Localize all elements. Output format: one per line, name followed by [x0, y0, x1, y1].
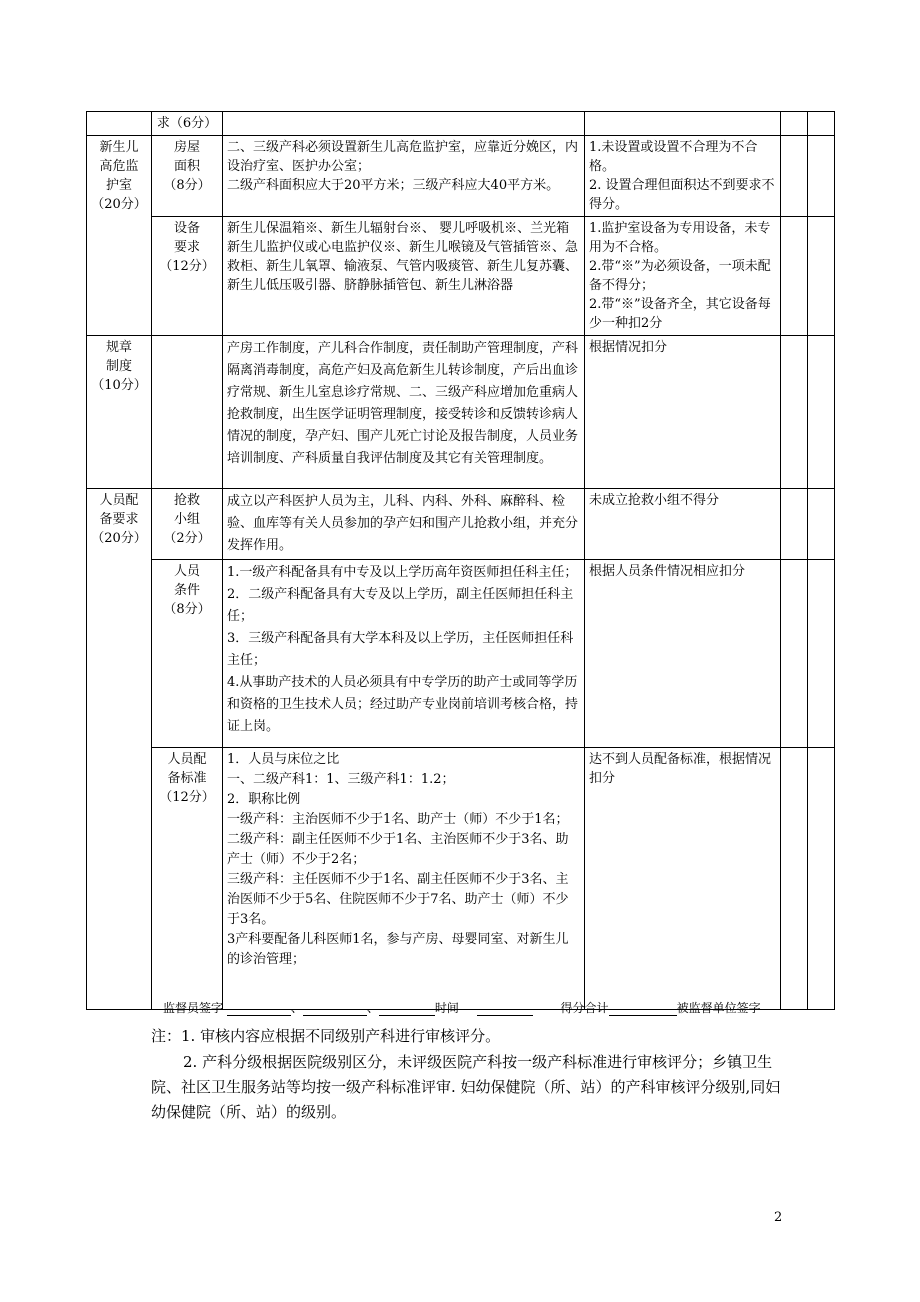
table-row: [87, 217, 835, 336]
empty-cell: [808, 112, 835, 136]
score-cell: [808, 489, 835, 560]
score-cell: [781, 489, 808, 560]
content-cell: 新生儿保温箱※、新生儿辐射台※、 婴儿呼吸机※、兰光箱新生儿监护仪或心电监护仪※、新生儿喉镜及气管插管※、急救柜、新生儿氧罩、输液泵、气管内吸痰管、新生儿复苏囊、新生儿低压吸引器、脐静脉插管包、新生儿淋浴器: [223, 217, 585, 336]
score-cell: [781, 748, 808, 1010]
subcategory-cell: 设备 要求 （12分）: [152, 217, 223, 336]
inspector-signature-blank: [379, 1003, 435, 1016]
table-row: [87, 560, 835, 748]
time-label: 时间: [434, 1001, 459, 1015]
category-cell: 人员配 备要求 （20分）: [87, 489, 152, 1010]
category-cell: 规章 制度 （10分）: [87, 336, 152, 489]
subcategory-cell: 求（6分）: [152, 112, 223, 136]
score-cell: [781, 136, 808, 217]
empty-cell: [87, 112, 152, 136]
content-cell: 1．人员与床位之比 一、二级产科1：1、三级产科1：1.2； 2．职称比例 一级产科：主治医师不少于1名、助产士（师）不少于1名； 二级产科：副主任医师不少于1名、主治医师不少于3名、助产士（师）不少于2名； 三级产科：主任医师不少于1名、副主任医师不少于3名、主治医师不少于5名、住院医师不少于7名、助产士（师）不少于3名。 3产科要配备儿科医师1名，参与产房、母婴同室、对新生儿的诊治管理；: [223, 748, 585, 1010]
table-row: [87, 136, 835, 217]
score-cell: [808, 748, 835, 1010]
page-number: 2: [774, 1210, 783, 1225]
time-blank: [477, 1003, 533, 1016]
score-cell: [808, 560, 835, 748]
separator: 、: [366, 1001, 379, 1015]
content-cell: 成立以产科医护人员为主，儿科、内科、外科、麻醉科、检验、血库等有关人员参加的孕产妇和围产儿抢救小组，并充分发挥作用。: [223, 489, 585, 560]
scoring-cell: 未成立抢救小组不得分: [585, 489, 781, 560]
scoring-cell: 1.未设置或设置不合理为不合格。 2. 设置合理但面积达不到要求不得分。: [585, 136, 781, 217]
note-2: 2. 产科分级根据医院级别区分，未评级医院产科按一级产科标准进行审核评分；乡镇卫生院、社区卫生服务站等均按一级产科标准评审. 妇幼保健院（所、站）的产科审核评分级别,同妇幼保健院（所、站）的级别。: [151, 1053, 781, 1121]
subcategory-cell: 抢救 小组 （2分）: [152, 489, 223, 560]
table-row: [87, 336, 835, 489]
scoring-cell: 根据情况扣分: [585, 336, 781, 489]
score-cell: [808, 336, 835, 489]
score-cell: [808, 136, 835, 217]
table-row: [87, 112, 835, 136]
empty-cell: [781, 112, 808, 136]
score-cell: [781, 560, 808, 748]
empty-cell: [585, 112, 781, 136]
content-cell: 产房工作制度，产儿科合作制度，责任制助产管理制度，产科隔离消毒制度，高危产妇及高危新生儿转诊制度，产后出血诊疗常规、新生儿室息诊疗常规、二、三级产科应增加危重病人抢救制度，出生医学证明管理制度，接受转诊和反馈转诊病人情况的制度，孕产妇、围产儿死亡讨论及报告制度，人员业务培训制度、产科质量自我评估制度及其它有关管理制度。: [223, 336, 585, 489]
content-cell: 二、三级产科必须设置新生儿高危监护室，应靠近分娩区，内设治疗室、医护办公室； 二级产科面积应大于20平方米；三级产科应大40平方米。: [223, 136, 585, 217]
empty-cell: [223, 112, 585, 136]
scoring-cell: 1.监护室设备为专用设备，未专用为不合格。 2.带“※”为必须设备，一项未配备不得分； 2.带“※”设备齐全，其它设备每少一种扣2分: [585, 217, 781, 336]
table-row: [87, 748, 835, 1010]
unit-signature-label: 被监督单位签字: [676, 1001, 761, 1015]
subcategory-cell: 房屋 面积 （8分）: [152, 136, 223, 217]
separator: 、: [290, 1001, 303, 1015]
score-cell: [781, 336, 808, 489]
note-1: 注：1. 审核内容应根据不同级别产科进行审核评分。: [151, 1027, 501, 1045]
subcategory-cell: 人员配 备标准 （12分）: [152, 748, 223, 1010]
audit-table: [86, 111, 835, 1010]
signature-line: [163, 999, 761, 1016]
inspector-signature-blank: [227, 1003, 291, 1016]
category-cell: 新生儿 高危监 护室 （20分）: [87, 136, 152, 336]
total-score-label: 得分合计: [560, 1001, 609, 1015]
empty-cell: [152, 336, 223, 489]
scoring-cell: 根据人员条件情况相应扣分: [585, 560, 781, 748]
inspector-signature-blank: [303, 1003, 367, 1016]
total-score-blank: [609, 1003, 677, 1016]
scoring-cell: 达不到人员配备标准，根据情况扣分: [585, 748, 781, 1010]
inspector-signature-label: 监督员签字: [163, 1001, 224, 1015]
table-row: [87, 489, 835, 560]
content-cell: 1.一级产科配备具有中专及以上学历高年资医师担任科主任； 2．二级产科配备具有大专及以上学历，副主任医师担任科主任； 3．三级产科配备具有大学本科及以上学历，主任医师担任科主任； 4.从事助产技术的人员必须具有中专学历的助产士或同等学历和资格的卫生技术人员；经过助产专业岗前培训考核合格，持证上岗。: [223, 560, 585, 748]
score-cell: [781, 217, 808, 336]
subcategory-cell: 人员 条件 （8分）: [152, 560, 223, 748]
score-cell: [808, 217, 835, 336]
